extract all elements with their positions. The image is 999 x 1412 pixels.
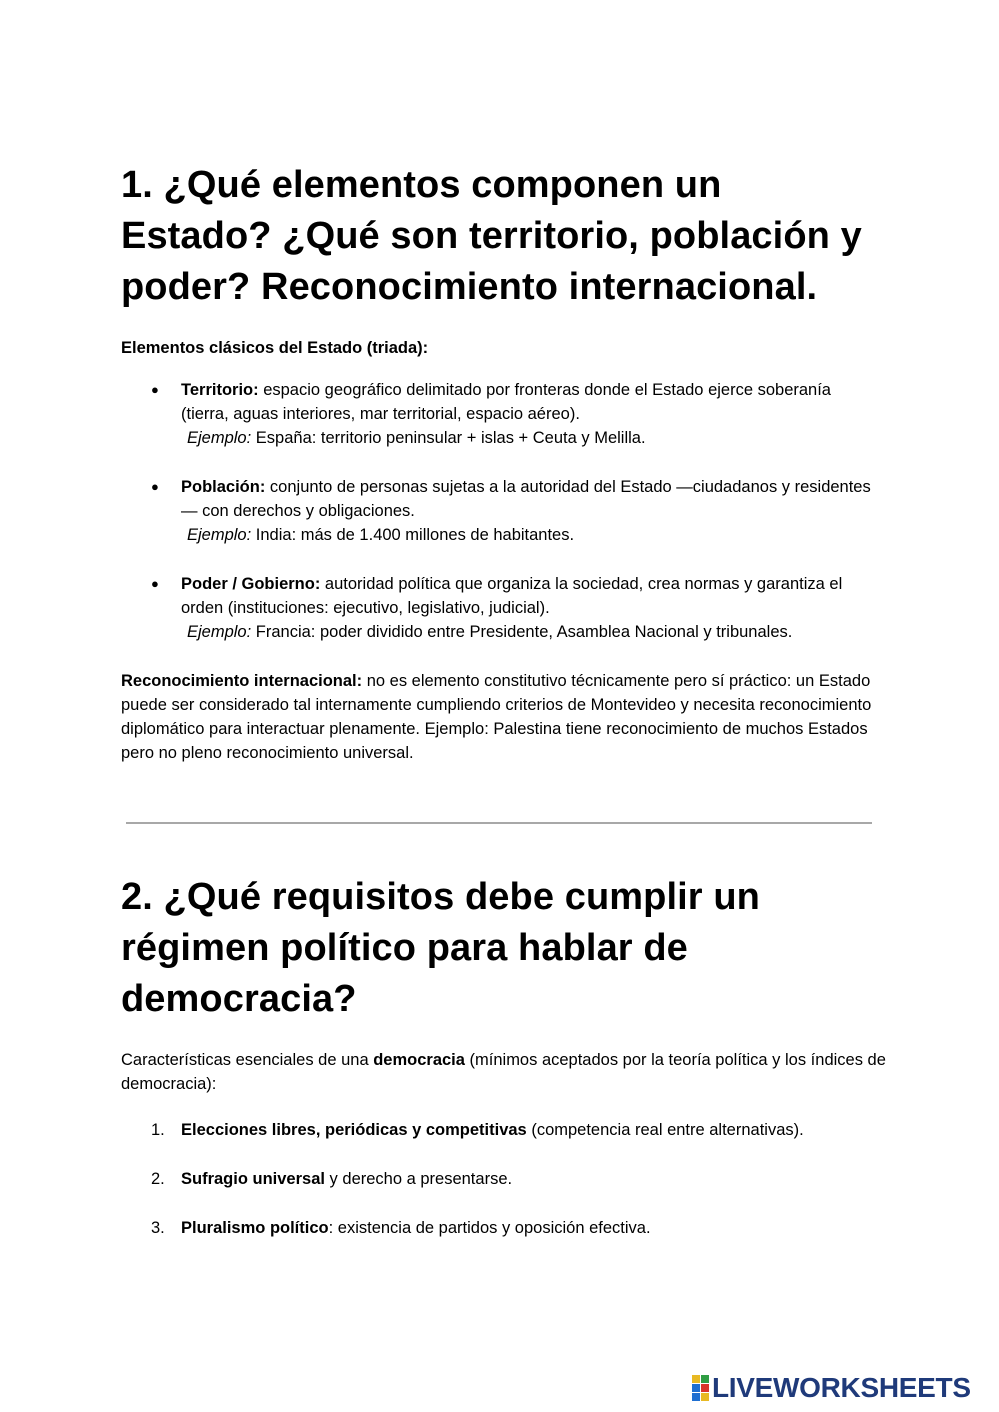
example-label: Ejemplo: (187, 623, 252, 641)
bullet-icon: ● (151, 479, 159, 494)
item-number: 1. (151, 1121, 165, 1139)
item-term: Elecciones libres, periódicas y competitivas (181, 1121, 527, 1139)
item-text: (competencia real entre alternativas). (526, 1121, 804, 1139)
list-item (121, 1216, 891, 1240)
section-1-subheading: Elementos clásicos del Estado (triada): (121, 339, 429, 357)
logo-square (692, 1393, 700, 1401)
state-elements-list (121, 378, 881, 644)
logo-square (701, 1375, 709, 1383)
recognition-term: Reconocimiento internacional: (121, 672, 363, 690)
item-term: Población: (181, 478, 266, 496)
example-text: Francia: poder dividido entre Presidente, Asamblea Nacional y tribunales. (251, 623, 793, 641)
logo-square (701, 1384, 709, 1392)
item-text: conjunto de personas sujetas a la autoridad del Estado —ciudadanos y residentes— con derechos y obligaciones. (181, 478, 871, 520)
recognition-text: no es elemento constitutivo técnicamente pero sí práctico: un Estado puede ser considerado tal internamente cumpliendo criterios de Montevideo y necesita reconocimiento diplomático para interactuar plenamente. Ejemplo: Palestina tiene reconocimiento de muchos Estados pero no pleno reconocimiento universal. (121, 672, 872, 762)
intro-before: Características esenciales de una (121, 1051, 374, 1069)
liveworksheets-logo (692, 1373, 971, 1403)
intro-after: (mínimos aceptados por la teoría política y los índices de democracia): (121, 1051, 886, 1093)
item-text: autoridad política que organiza la sociedad, crea normas y garantiza el orden (instituciones: ejecutivo, legislativo, judicial). (181, 575, 843, 617)
example-label: Ejemplo: (187, 526, 252, 544)
item-text: espacio geográfico delimitado por fronteras donde el Estado ejerce soberanía (tierra, aguas interiores, mar territorial, espacio aéreo). (181, 381, 831, 423)
item-term: Territorio: (181, 381, 259, 399)
item-number: 3. (151, 1219, 165, 1237)
democracy-requirements-list (121, 1118, 891, 1240)
logo-square (692, 1384, 700, 1392)
item-text: : existencia de partidos y oposición efectiva. (328, 1219, 651, 1237)
example-text: España: territorio peninsular + islas + Ceuta y Melilla. (251, 429, 646, 447)
logo-text: LIVEWORKSHEETS (712, 1372, 971, 1403)
list-item (121, 378, 881, 450)
recognition-paragraph (121, 669, 881, 765)
example-text: India: más de 1.400 millones de habitantes. (251, 526, 575, 544)
section-1 (121, 160, 881, 765)
list-item (121, 1118, 891, 1142)
item-example (181, 620, 881, 644)
liveworksheets-logo-icon (692, 1375, 709, 1401)
logo-square (692, 1375, 700, 1383)
item-example (181, 426, 881, 450)
section-2-intro (121, 1048, 891, 1096)
bullet-icon: ● (151, 382, 159, 397)
item-text: y derecho a presentarse. (324, 1170, 513, 1188)
example-label: Ejemplo: (187, 429, 252, 447)
section-2-title: 2. ¿Qué requisitos debe cumplir un régimen político para hablar de democracia? (121, 876, 760, 1020)
section-2 (121, 872, 891, 1265)
list-item (121, 475, 881, 547)
logo-square (701, 1393, 709, 1401)
item-term: Sufragio universal (181, 1170, 325, 1188)
list-item (121, 1167, 891, 1191)
item-number: 2. (151, 1170, 165, 1188)
item-term: Poder / Gobierno: (181, 575, 321, 593)
intro-bold: democracia (373, 1051, 465, 1069)
bullet-icon: ● (151, 576, 159, 591)
section-divider (126, 822, 872, 824)
item-example (181, 523, 881, 547)
list-item (121, 572, 881, 644)
item-term: Pluralismo político (181, 1219, 329, 1237)
section-1-title: 1. ¿Qué elementos componen un Estado? ¿Qué son territorio, población y poder? Reconocimiento internacional. (121, 164, 862, 308)
